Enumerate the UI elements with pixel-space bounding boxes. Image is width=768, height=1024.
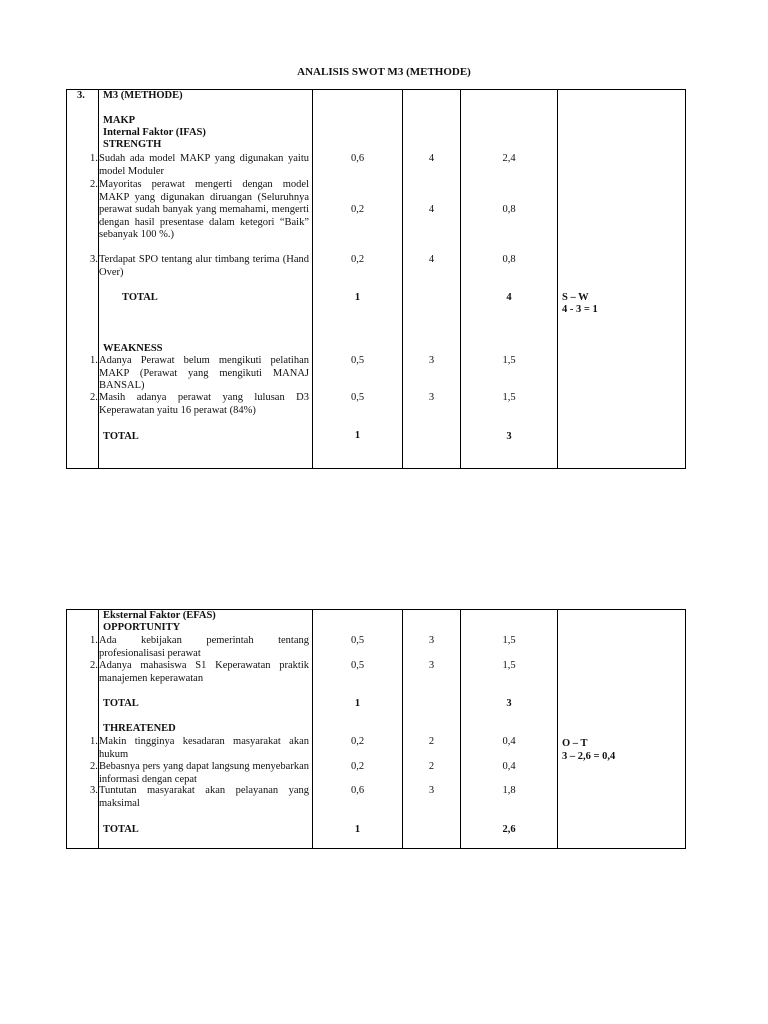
sw-calc: 4 - 3 = 1 (562, 304, 598, 315)
list-item: 1. Adanya Perawat belum mengikuti pelatihan MAKP (Perawat yang mengikuti MANAJ BANSAL) (90, 355, 309, 391)
bobot-value: 0,6 (350, 153, 365, 164)
total-score: 3 (506, 431, 512, 442)
bobot-value: 0,5 (350, 355, 365, 366)
score-value: 1,5 (502, 355, 516, 366)
weakness-label: WEAKNESS (103, 343, 163, 354)
bobot-value: 0,6 (350, 785, 365, 796)
ot-calc: 3 – 2,6 = 0,4 (562, 751, 616, 762)
rating-value: 4 (428, 204, 435, 215)
total-bobot: 1 (354, 430, 361, 441)
ot-label: O – T (562, 738, 588, 749)
bobot-value: 0,5 (350, 392, 365, 403)
rating-value: 3 (428, 635, 435, 646)
total-label: TOTAL (103, 824, 139, 835)
total-label: TOTAL (103, 431, 139, 442)
rating-value: 2 (428, 736, 435, 747)
score-value: 1,5 (502, 660, 516, 671)
sw-label: S – W (562, 292, 589, 303)
row-number: 3. (77, 90, 85, 101)
total-label: TOTAL (103, 698, 139, 709)
section-heading: M3 (METHODE) (103, 90, 183, 101)
bobot-value: 0,5 (350, 660, 365, 671)
threatened-label: THREATENED (103, 723, 176, 734)
ifas-heading: Internal Faktor (IFAS) (103, 127, 206, 138)
efas-heading: Eksternal Faktor (EFAS) (103, 610, 216, 621)
rating-value: 3 (428, 392, 435, 403)
list-item: 3. Terdapat SPO tentang alur timbang terima (Hand Over) (90, 254, 309, 278)
rating-value: 3 (428, 355, 435, 366)
score-value: 0,8 (502, 204, 516, 215)
score-value: 2,4 (502, 153, 516, 164)
total-score: 4 (506, 292, 512, 303)
list-item: 3. Tuntutan masyarakat akan pelayanan yang maksimal (90, 785, 309, 809)
total-bobot: 1 (354, 698, 361, 709)
bobot-value: 0,2 (350, 204, 365, 215)
list-item: 1. Makin tingginya kesadaran masyarakat akan hukum (90, 736, 309, 760)
score-value: 0,4 (502, 761, 516, 772)
bobot-value: 0,2 (350, 254, 365, 265)
total-bobot: 1 (354, 292, 361, 303)
rating-value: 2 (428, 761, 435, 772)
bobot-value: 0,2 (350, 761, 365, 772)
score-value: 1,5 (502, 392, 516, 403)
total-bobot: 1 (354, 824, 361, 835)
list-item: 1. Ada kebijakan pemerintah tentang profesionalisasi perawat (90, 635, 309, 659)
makp-heading: MAKP (103, 115, 136, 126)
rating-value: 3 (428, 785, 435, 796)
total-score: 2,6 (502, 824, 516, 835)
list-item: 2. Adanya mahasiswa S1 Keperawatan praktik manajemen keperawatan (90, 660, 309, 684)
rating-value: 3 (428, 660, 435, 671)
total-label: TOTAL (122, 292, 158, 303)
efas-table (66, 609, 686, 849)
ifas-table (66, 89, 686, 469)
opportunity-label: OPPORTUNITY (103, 622, 181, 633)
score-value: 0,8 (502, 254, 516, 265)
list-item: 1. Sudah ada model MAKP yang digunakan yaitu model Moduler (90, 153, 309, 177)
list-item: 2. Mayoritas perawat mengerti dengan model MAKP yang digunakan diruangan (Seluruhnya perawat sudah banyak yang memahami, mengerti dengan hasil presentase dalam ketegori “Baik” sebanyak 100 %.) (90, 179, 309, 240)
list-item: 2. Masih adanya perawat yang lulusan D3 Keperawatan yaitu 16 perawat (84%) (90, 392, 309, 416)
score-value: 1,5 (502, 635, 516, 646)
score-value: 1,8 (502, 785, 516, 796)
total-score: 3 (506, 698, 512, 709)
list-item: 2. Bebasnya pers yang dapat langsung menyebarkan informasi dengan cepat (90, 761, 309, 785)
bobot-value: 0,2 (350, 736, 365, 747)
score-value: 0,4 (502, 736, 516, 747)
page-title: ANALISIS SWOT M3 (METHODE) (297, 66, 471, 78)
rating-value: 4 (428, 254, 435, 265)
rating-value: 4 (428, 153, 435, 164)
strength-label: STRENGTH (103, 139, 162, 150)
bobot-value: 0,5 (350, 635, 365, 646)
